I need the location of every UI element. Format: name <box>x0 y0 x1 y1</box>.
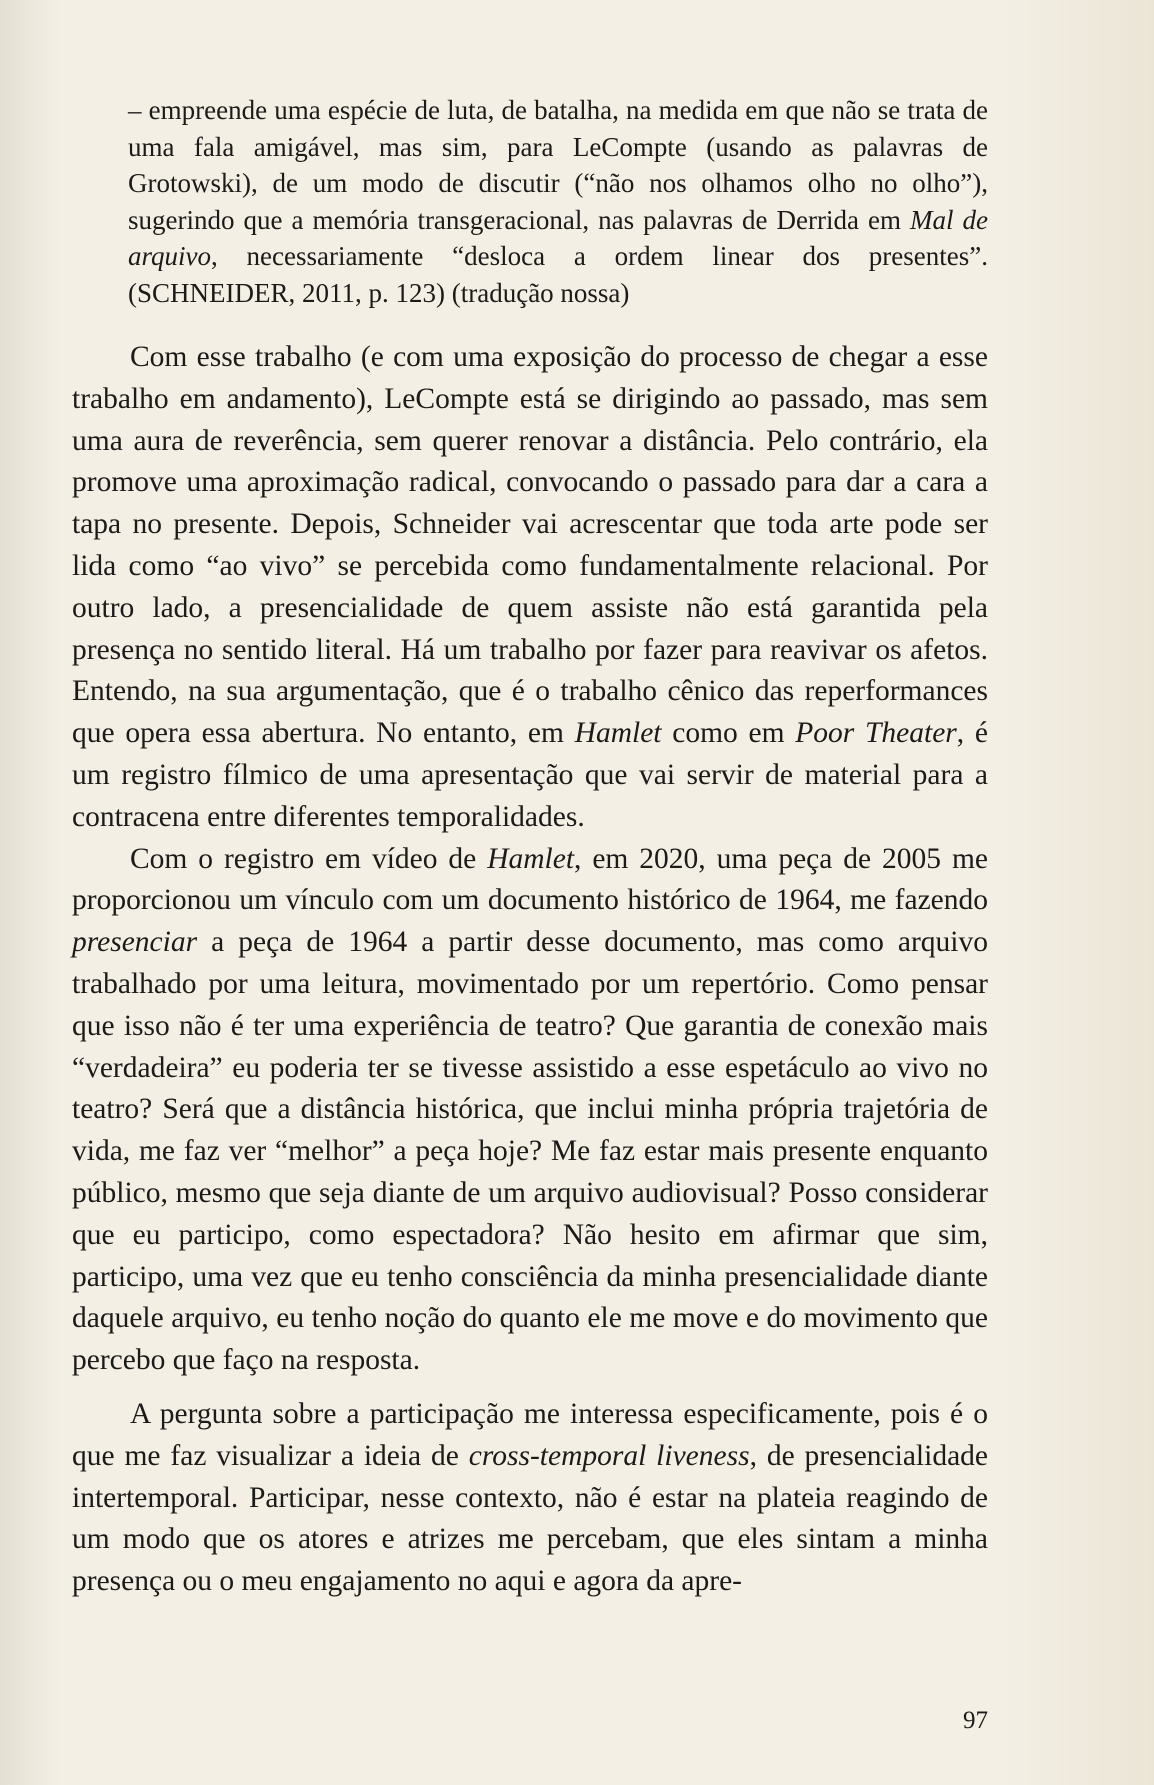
paragraph-text: , de presencialidade intertemporal. Participar, nesse contexto, não é estar na plateia reagindo de um modo que os atores e atrizes me percebam, que eles sintam a minha presença ou o meu engajamento no aqui e agora da apre- <box>72 1439 989 1598</box>
paragraph-text: como em <box>661 717 796 750</box>
quote-text: , necessariamente “desloca a ordem linear dos presentes”. (SCHNEIDER, 2011, p. 123) (tradução nossa) <box>128 241 988 308</box>
paragraph-italic: cross-temporal liveness <box>468 1439 750 1472</box>
paragraph-text: A pergunta sobre a participação me interessa especificamente, pois é o que me faz visualizar a ideia de <box>72 1397 988 1472</box>
paragraph-italic: Poor Theater <box>795 717 957 750</box>
block-quote <box>128 92 988 311</box>
body-text <box>72 337 988 1603</box>
block-quote-paragraph <box>128 92 988 311</box>
quote-text: – empreende uma espécie de luta, de batalha, na medida em que não se trata de uma fala amigável, mas sim, para LeCompte (usando as palavras de Grotowski), de um modo de discutir (“não nos olhamos olho no olho”), sugerindo que a memória transgeracional, nas palavras de Derrida em <box>128 95 988 235</box>
page-gutter-shadow <box>0 0 60 1785</box>
paragraph-text: Com esse trabalho (e com uma exposição do processo de chegar a esse trabalho em andamento), LeCompte está se dirigindo ao passado, mas sem uma aura de reverência, sem querer renovar a distância. Pelo contrário, ela promove uma aproximação radical, convocando o passado para dar a cara a tapa no presente. Depois, Schneider vai acrescentar que toda arte pode ser lida como “ao vivo” se percebida como fundamentalmente relacional. Por outro lado, a presencialidade de quem assiste não está garantida pela presença no sentido literal. Há um trabalho por fazer para reavivar os afetos. Entendo, na sua argumentação, que é o trabalho cênico das reperformances que opera essa abertura. No entanto, em <box>72 341 988 750</box>
paragraph-text: , é um registro fílmico de uma apresentação que vai servir de material para a contracena entre diferentes temporalidades. <box>72 717 988 833</box>
paragraph-text: Com o registro em vídeo de <box>130 842 488 875</box>
paragraph <box>72 1394 988 1603</box>
paragraph-italic: Hamlet <box>574 717 662 750</box>
paragraph-text: , em 2020, uma peça de 2005 me proporcionou um vínculo com um documento histórico de 1964, me fazendo <box>72 842 988 917</box>
paragraph-text: a peça de 1964 a partir desse documento, mas como arquivo trabalhado por uma leitura, movimentado por um repertório. Como pensar que isso não é ter uma experiência de teatro? Que garantia de conexão mais “verdadeira” eu poderia ter se tivesse assistido a esse espetáculo ao vivo no teatro? Será que a distância histórica, que inclui minha própria trajetória de vida, me faz ver “melhor” a peça hoje? Me faz estar mais presente enquanto público, mesmo que seja diante de um arquivo audiovisual? Posso considerar que eu participo, como espectadora? Não hesito em afirmar que sim, participo, uma vez que eu tenho consciência da minha presencialidade diante daquele arquivo, eu tenho noção do quanto ele me move e do movimento que percebo que faço na resposta. <box>72 926 988 1377</box>
paragraph-italic: presenciar <box>72 926 198 959</box>
paragraph <box>72 839 988 1382</box>
page-number: 97 <box>963 1707 988 1734</box>
quote-italic-title: Mal de arquivo <box>128 204 988 271</box>
page-edge-shade <box>1004 0 1154 1785</box>
paragraph <box>72 337 988 839</box>
paragraph-italic: Hamlet <box>487 842 575 875</box>
